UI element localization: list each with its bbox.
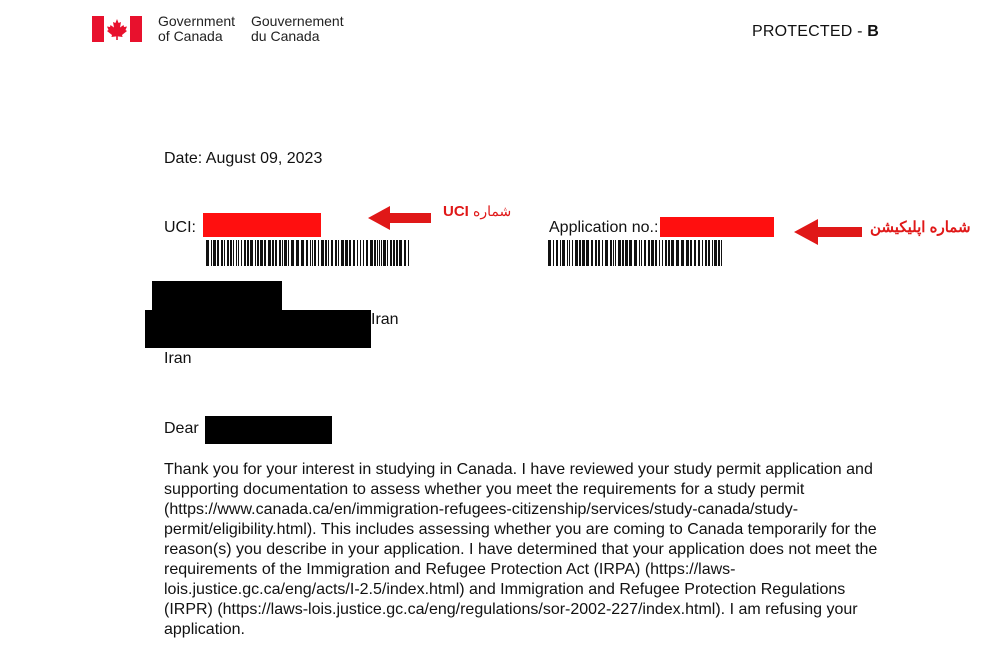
barcode-bar <box>325 240 327 266</box>
barcode-bar <box>213 240 216 266</box>
barcode-bar <box>247 240 249 266</box>
uci-label: UCI: <box>164 219 196 236</box>
government-of-canada-wordmark <box>158 14 235 44</box>
barcode-bar <box>610 240 612 266</box>
uci-arrow-icon <box>368 205 433 231</box>
barcode-bar <box>618 240 621 266</box>
application-number-label: Application no.: <box>549 219 659 236</box>
barcode-bar <box>227 240 229 266</box>
barcode-bar <box>301 240 304 266</box>
barcode-bar <box>399 240 402 266</box>
barcode-bar <box>681 240 684 266</box>
barcode-bar <box>579 240 581 266</box>
barcode-bar <box>562 240 565 266</box>
barcode-bar <box>690 240 692 266</box>
barcode-bar <box>634 240 637 266</box>
barcode-bar <box>224 240 225 266</box>
barcode-bar <box>668 240 670 266</box>
barcode-bar <box>644 240 646 266</box>
barcode-bar <box>377 240 378 266</box>
barcode-bar <box>556 240 558 266</box>
barcode-bar <box>312 240 313 266</box>
barcode-bar <box>591 240 593 266</box>
barcode-bar <box>641 240 642 266</box>
barcode-bar <box>396 240 398 266</box>
barcode-bar <box>310 240 311 266</box>
protected-classification <box>752 23 879 41</box>
gouvernement-du-canada-wordmark <box>251 14 344 44</box>
barcode-bar <box>705 240 707 266</box>
barcode-bar <box>255 240 256 266</box>
barcode-bar <box>288 240 289 266</box>
barcode-bar <box>257 240 259 266</box>
barcode-bar <box>613 240 614 266</box>
barcode-bar <box>357 240 358 266</box>
barcode-bar <box>582 240 585 266</box>
salutation: Dear <box>164 420 199 437</box>
uci-redaction <box>203 213 321 237</box>
address-redaction-line2 <box>145 310 371 348</box>
barcode-bar <box>260 240 263 266</box>
gov-en-line2: of Canada <box>158 28 223 44</box>
uci-barcode <box>206 240 411 266</box>
barcode-bar <box>383 240 386 266</box>
barcode-bar <box>655 240 657 266</box>
barcode-bar <box>275 240 277 266</box>
address-country: Iran <box>164 350 192 367</box>
address-redaction-line1 <box>152 281 282 313</box>
application-annotation: شماره اپلیکیشن <box>870 219 971 236</box>
barcode-bar <box>349 240 351 266</box>
barcode-bar <box>366 240 368 266</box>
barcode-bar <box>374 240 376 266</box>
gov-fr-line1: Gouvernement <box>251 13 344 29</box>
uci-annotation <box>443 203 511 220</box>
barcode-bar <box>370 240 373 266</box>
barcode-bar <box>639 240 640 266</box>
barcode-bar <box>363 240 364 266</box>
application-number-barcode <box>548 240 722 266</box>
barcode-bar <box>236 240 237 266</box>
barcode-bar <box>306 240 308 266</box>
barcode-bar <box>238 240 239 266</box>
barcode-bar <box>404 240 406 266</box>
barcode-bar <box>408 240 409 266</box>
barcode-bar <box>698 240 700 266</box>
barcode-bar <box>381 240 382 266</box>
barcode-bar <box>659 240 660 266</box>
letter-date: Date: August 09, 2023 <box>164 150 323 167</box>
barcode-bar <box>712 240 713 266</box>
barcode-bar <box>605 240 608 266</box>
barcode-bar <box>268 240 271 266</box>
barcode-bar <box>279 240 281 266</box>
letter-body: Thank you for your interest in studying in Canada. I have reviewed your study permit application and supporting documentation to assess whether you meet the requirements for a study permit (https://www.canada.ca/en/immigration-refugees-citizenship/services/study-canada/study-permit/eligibility.html). This includes assessing whether you are coming to Canada temporarily for the reason(s) you describe in your application. I have determined that your application does not meet the requirements of the Immigration and Refugee Protection Act (IRPA) (https://laws-lois.justice.gc.ca/eng/acts/I-2.5/index.html) and Immigration and Refugee Protection Regulations (IRPR) (https://laws-lois.justice.gc.ca/eng/regulations/sor-2002-227/index.html). I am refusing your application. <box>164 461 878 638</box>
barcode-bar <box>353 240 355 266</box>
recipient-name-redaction <box>205 416 332 444</box>
address-country-suffix: Iran <box>371 311 399 328</box>
barcode-bar <box>360 240 361 266</box>
barcode-bar <box>721 240 722 266</box>
barcode-bar <box>553 240 554 266</box>
barcode-bar <box>708 240 710 266</box>
barcode-bar <box>230 240 232 266</box>
barcode-bar <box>211 240 212 266</box>
protected-prefix: PROTECTED - <box>752 23 868 40</box>
barcode-bar <box>694 240 696 266</box>
barcode-bar <box>282 240 283 266</box>
barcode-bar <box>331 240 333 266</box>
barcode-bar <box>206 240 209 266</box>
barcode-bar <box>241 240 242 266</box>
barcode-bar <box>665 240 667 266</box>
barcode-bar <box>586 240 589 266</box>
barcode-bar <box>548 240 551 266</box>
barcode-bar <box>622 240 624 266</box>
barcode-bar <box>567 240 568 266</box>
barcode-bar <box>595 240 597 266</box>
barcode-bar <box>328 240 329 266</box>
uci-note-code: UCI <box>443 203 469 220</box>
barcode-bar <box>560 240 561 266</box>
application-number-redaction <box>660 217 774 237</box>
barcode-bar <box>387 240 388 266</box>
barcode-bar <box>671 240 674 266</box>
barcode-bar <box>296 240 299 266</box>
barcode-bar <box>264 240 266 266</box>
barcode-bar <box>598 240 600 266</box>
barcode-bar <box>625 240 628 266</box>
barcode-bar <box>648 240 650 266</box>
barcode-bar <box>233 240 234 266</box>
barcode-bar <box>221 240 223 266</box>
barcode-bar <box>602 240 603 266</box>
barcode-bar <box>662 240 663 266</box>
barcode-bar <box>686 240 689 266</box>
barcode-bar <box>217 240 219 266</box>
barcode-bar <box>651 240 654 266</box>
application-arrow-icon <box>794 218 864 246</box>
barcode-bar <box>341 240 344 266</box>
barcode-bar <box>575 240 578 266</box>
barcode-bar <box>393 240 395 266</box>
barcode-bar <box>291 240 294 266</box>
barcode-bar <box>314 240 316 266</box>
gov-en-line1: Government <box>158 13 236 29</box>
barcode-bar <box>284 240 287 266</box>
barcode-bar <box>250 240 253 266</box>
barcode-bar <box>379 240 380 266</box>
barcode-bar <box>338 240 339 266</box>
protected-level: B <box>867 23 880 40</box>
uci-note-word: شماره <box>473 203 512 219</box>
barcode-bar <box>718 240 720 266</box>
gov-fr-line2: du Canada <box>251 28 320 44</box>
barcode-bar <box>335 240 337 266</box>
barcode-bar <box>572 240 573 266</box>
barcode-bar <box>272 240 274 266</box>
barcode-bar <box>569 240 570 266</box>
barcode-bar <box>676 240 679 266</box>
barcode-bar <box>345 240 348 266</box>
barcode-bar <box>629 240 632 266</box>
canada-flag-icon <box>92 16 142 42</box>
barcode-bar <box>714 240 717 266</box>
barcode-bar <box>321 240 324 266</box>
barcode-bar <box>702 240 703 266</box>
barcode-bar <box>615 240 616 266</box>
barcode-bar <box>318 240 319 266</box>
barcode-bar <box>244 240 246 266</box>
barcode-bar <box>390 240 392 266</box>
